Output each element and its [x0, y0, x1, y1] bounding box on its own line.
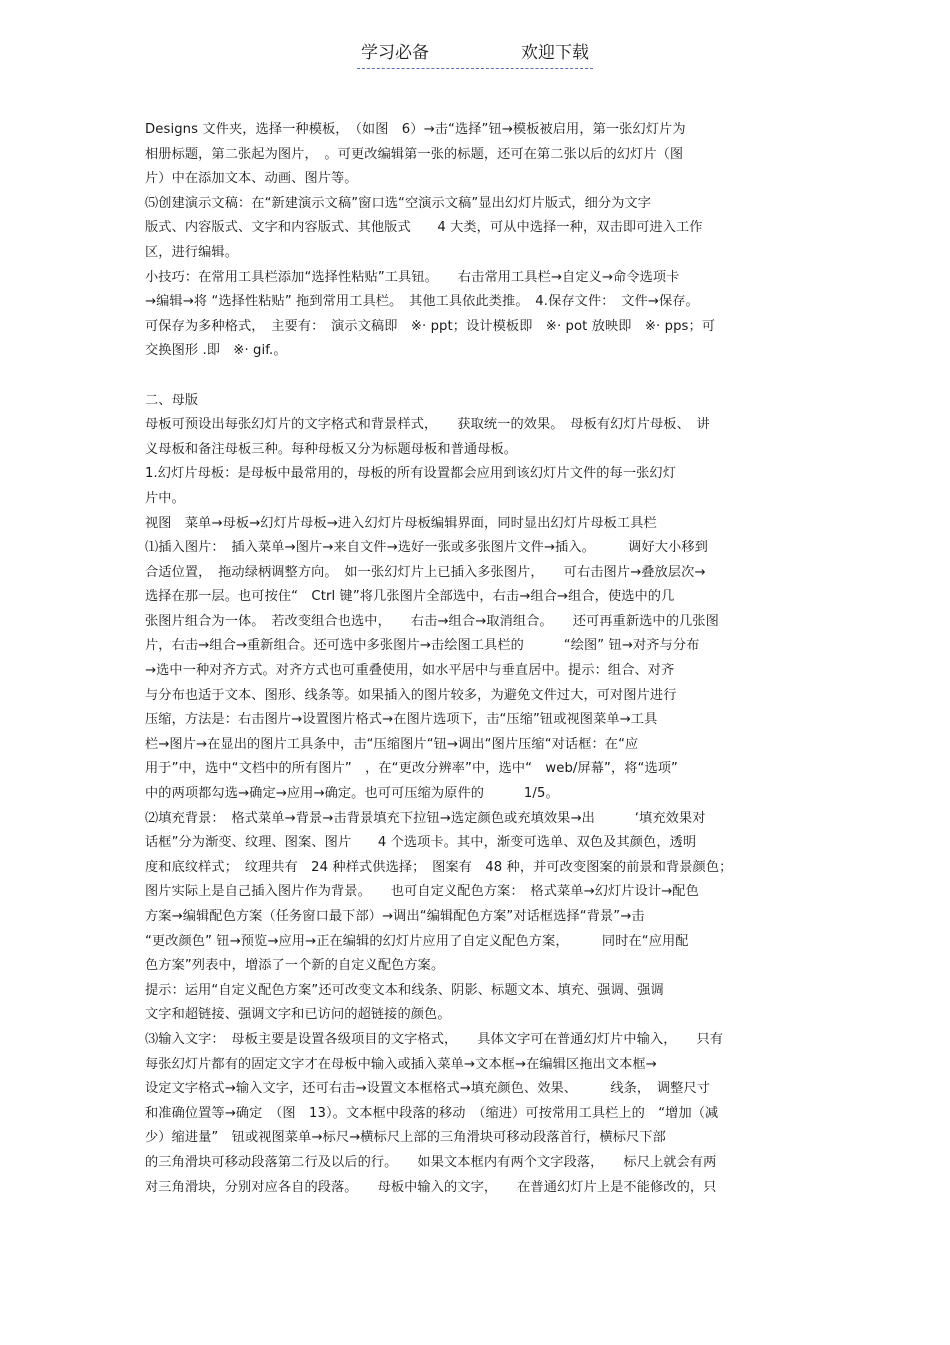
header-banner [357, 38, 593, 69]
text-line: ⑸创建演示文稿：在“新建演示文稿”窗口选“空演示文稿”显出幻灯片版式，细分为文字 [145, 195, 652, 211]
text-line: 区，进行编辑。 [145, 244, 239, 260]
text-line: 与分布也适于文本、图形、线条等。如果插入的图片较多，为避免文件过大，可对图片进行 [145, 687, 677, 703]
text-line: 选择在那一层。也可按住“ Ctrl 键”将几张图片全部选中，右击→组合→组合，使选中的几 [145, 589, 675, 605]
text-line: 度和底纹样式； 纹理共有 24 种样式供选择； 图案有 48 种，并可改变图案的前景和背景颜色； [145, 859, 733, 875]
text-line: 二、母版 [145, 392, 199, 408]
text-line: 图片实际上是自己插入图片作为背景。 也可自定义配色方案： 格式菜单→幻灯片设计→配色 [145, 884, 699, 900]
text-line: 方案→编辑配色方案（任务窗口最下部）→调出“编辑配色方案”对话框选择“背景”→击 [145, 909, 645, 924]
text-line: 每张幻灯片都有的固定文字才在母板中输入或插入菜单→文本框→在编辑区拖出文本框→ [145, 1056, 657, 1072]
text-line: 用于”中，选中“文档中的所有图片” ，在“更改分辨率”中，选中“ web/屏幕”，将“选项” [145, 761, 678, 777]
text-line: 提示：运用“自定义配色方案”还可改变文本和线条、阴影、标题文本、填充、强调、强调 [145, 982, 664, 998]
text-line: ⑶输入文字： 母板主要是设置各级项目的文字格式， 具体文字可在普通幻灯片中输入， 只有 [145, 1031, 724, 1047]
text-line: 可保存为多种格式， 主要有： 演示文稿即 ※· ppt；设计模板即 ※· pot 放映即 ※· pps；可 [145, 318, 716, 334]
text-line: 片，右击→组合→重新组合。还可选中多张图片→击绘图工具栏的 “绘图” 钮→对齐与分布 [145, 638, 700, 654]
text-line: ⑵填充背景： 格式菜单→背景→击背景填充下拉钮→选定颜色或充填效果→出 ‘填充效果对 [145, 810, 706, 826]
page-header [0, 38, 950, 69]
text-line: 视图 菜单→母板→幻灯片母板→进入幻灯片母板编辑界面，同时显出幻灯片母板工具栏 [145, 515, 657, 531]
text-line: 小技巧：在常用工具栏添加“选择性粘贴”工具钮。 右击常用工具栏→自定义→命令选项卡 [145, 269, 680, 285]
header-right-text: 欢迎下载 [521, 43, 589, 63]
text-line: 义母板和备注母板三种。每种母板又分为标题母板和普通母板。 [145, 441, 518, 457]
header-left-text: 学习必备 [361, 43, 429, 63]
text-line: 设定文字格式→输入文字，还可右击→设置文本框格式→填充颜色、效果、 线条， 调整尺寸 [145, 1081, 711, 1097]
text-line: 文字和超链接、强调文字和已访问的超链接的颜色。 [145, 1007, 451, 1023]
text-line: 片中。 [145, 490, 185, 506]
text-line: 片）中在添加文本、动画、图片等。 [145, 171, 358, 187]
text-line: →编辑→将 “选择性粘贴” 拖到常用工具栏。 其他工具依此类推。 4.保存文件： 文件→保存。 [145, 294, 699, 310]
text-line: 交换图形 .即 ※· gif.。 [145, 343, 287, 359]
text-line: 和准确位置等→确定 （图 13）。文本框中段落的移动 （缩进）可按常用工具栏上的 “增加（减 [145, 1105, 719, 1121]
text-line: 版式、内容版式、文字和内容版式、其他版式 4 大类，可从中选择一种，双击即可进入工作 [145, 220, 703, 236]
text-line: 少）缩进量” 钮或视图菜单→标尺→横标尺上部的三角滑块可移动段落首行，横标尺下部 [145, 1130, 666, 1146]
document-body [145, 118, 810, 1200]
text-line: Designs 文件夹，选择一种模板， （如图 6）→击“选择”钮→模板被启用，第一张幻灯片为 [145, 122, 686, 137]
text-line: 1.幻灯片母板：是母板中最常用的，母板的所有设置都会应用到该幻灯片文件的每一张幻灯 [145, 466, 676, 482]
text-line: 压缩，方法是：右击图片→设置图片格式→在图片选项下，击“压缩”钮或视图菜单→工具 [145, 712, 658, 728]
text-line: 相册标题，第二张起为图片， 。可更改编辑第一张的标题，还可在第二张以后的幻灯片（图 [145, 146, 684, 162]
text-line: “更改颜色” 钮→预览→应用→正在编辑的幻灯片应用了自定义配色方案， 同时在“应用配 [145, 933, 689, 949]
text-line: ⑴插入图片： 插入菜单→图片→来自文件→选好一张或多张图片文件→插入。 调好大小移到 [145, 540, 708, 556]
text-line: 色方案”列表中，增添了一个新的自定义配色方案。 [145, 958, 445, 974]
text-line: 的三角滑块可移动段落第二行及以后的行。 如果文本框内有两个文字段落， 标尺上就会有两 [145, 1154, 717, 1170]
text-line: 话框”分为渐变、纹理、图案、图片 4 个选项卡。其中，渐变可选单、双色及其颜色，透明 [145, 835, 697, 851]
text-line: 对三角滑块，分别对应各自的段落。 母板中输入的文字， 在普通幻灯片上是不能修改的，只 [145, 1179, 717, 1195]
text-line: 母板可预设出每张幻灯片的文字格式和背景样式， 获取统一的效果。 母板有幻灯片母板、 讲 [145, 417, 710, 433]
blank-line [145, 364, 810, 389]
text-line: →选中一种对齐方式。对齐方式也可重叠使用，如水平居中与垂直居中。提示：组合、对齐 [145, 663, 675, 679]
text-line: 合适位置， 拖动绿柄调整方向。 如一张幻灯片上已插入多张图片， 可右击图片→叠放层次→ [145, 564, 706, 580]
text-line: 栏→图片→在显出的图片工具条中，击“压缩图片“钮→调出“图片压缩“对话框：在“应 [145, 736, 639, 752]
text-line: 张图片组合为一体。 若改变组合也选中， 右击→组合→取消组合。 还可再重新选中的几张图 [145, 613, 719, 629]
text-line: 中的两项都勾选→确定→应用→确定。也可可压缩为原件的 1/5。 [145, 786, 559, 802]
